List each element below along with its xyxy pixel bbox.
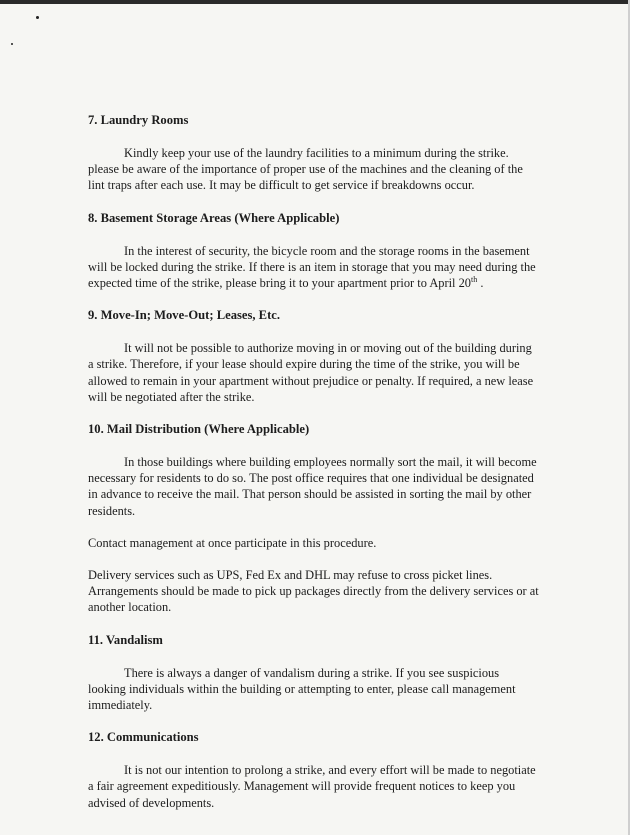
section-move-in-move-out xyxy=(88,307,540,405)
date-tail: . xyxy=(477,276,484,291)
paragraph xyxy=(88,243,540,292)
paragraph: In those buildings where building employees normally sort the mail, it will become necessary for residents to do so. The post office requires that one individual be designated in advance to receive the mail. That person should be assisted in sorting the mail by other residents. xyxy=(88,455,537,518)
section-basement-storage xyxy=(88,210,540,292)
paragraph: Contact management at once participate in this procedure. xyxy=(88,535,377,550)
date-suffix: th xyxy=(470,274,478,284)
section-laundry-rooms xyxy=(88,112,540,194)
section-vandalism xyxy=(88,632,540,714)
document-page xyxy=(88,112,540,827)
paragraph: Kindly keep your use of the laundry facilities to a minimum during the strike. please be aware of the importance of proper use of the machines and the cleaning of the lint traps after each use. It may be difficult to get service if breakdowns occur. xyxy=(88,146,523,193)
paragraph: There is always a danger of vandalism during a strike. If you see suspicious looking individuals within the building or attempting to enter, please call management immediately. xyxy=(88,665,516,713)
section-heading: 11. Vandalism xyxy=(88,632,163,647)
section-communications xyxy=(88,729,540,811)
scan-speck xyxy=(11,43,13,45)
section-heading: 10. Mail Distribution (Where Applicable) xyxy=(88,422,310,437)
section-heading: 7. Laundry Rooms xyxy=(88,113,189,127)
section-heading: 12. Communications xyxy=(88,730,199,745)
section-heading: 9. Move-In; Move-Out; Leases, Etc. xyxy=(88,308,281,323)
section-mail-distribution xyxy=(88,421,540,616)
paragraph: Delivery services such as UPS, Fed Ex and DHL may refuse to cross picket lines. Arrangements should be made to pick up packages directly from the delivery services or at another location. xyxy=(88,568,539,615)
scan-speck xyxy=(36,16,39,19)
paragraph-text: In the interest of security, the bicycle room and the storage rooms in the basement will be locked during the strike. If there is an item in storage that you may need during the expected time of the strike, please bring it to your apartment prior to April 20 xyxy=(88,243,536,291)
paragraph: It is not our intention to prolong a strike, and every effort will be made to negotiate a fair agreement expeditiously. Management will provide frequent notices to keep you advised of developments. xyxy=(88,763,536,810)
section-heading: 8. Basement Storage Areas (Where Applicable) xyxy=(88,210,340,225)
paragraph: It will not be possible to authorize moving in or moving out of the building during a strike. Therefore, if your lease should expire during the time of the strike, you will be allowed to remain in your apartment without prejudice or penalty. If required, a new lease will be negotiated after the strike. xyxy=(88,341,534,404)
scan-edge-top xyxy=(0,0,630,4)
